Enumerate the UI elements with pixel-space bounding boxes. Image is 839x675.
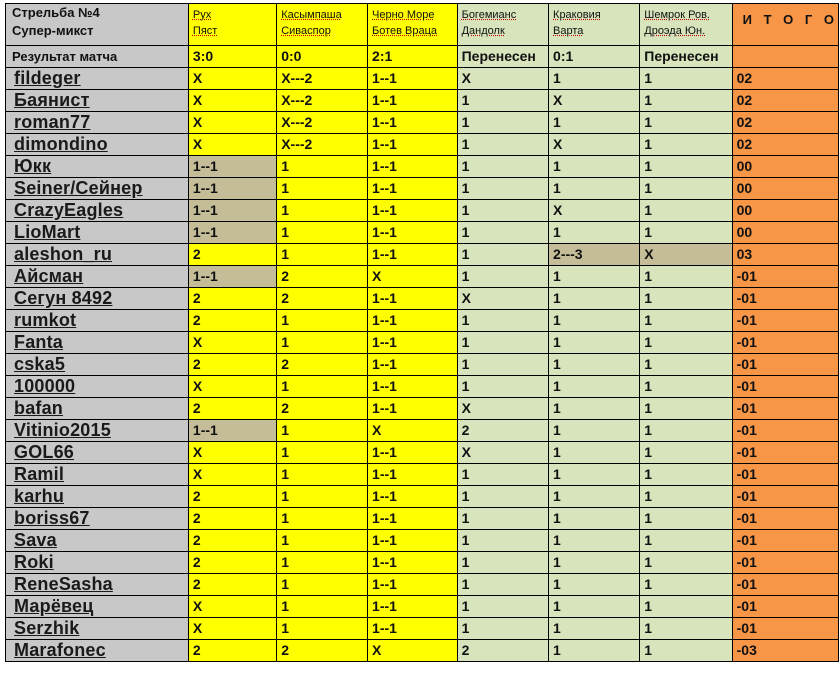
pick-cell[interactable]: 1--1: [368, 596, 458, 618]
match-away: Варта: [553, 25, 584, 37]
pick-cell[interactable]: X: [368, 266, 458, 288]
player-name[interactable]: fildeger: [6, 68, 189, 90]
total-cell[interactable]: 03: [732, 244, 838, 266]
pick-cell[interactable]: 2: [277, 266, 368, 288]
title-line-1: Стрельба №4: [12, 5, 100, 20]
pick-cell[interactable]: X: [368, 420, 458, 442]
pick-cell[interactable]: 1: [549, 464, 640, 486]
player-name[interactable]: ReneSasha: [6, 574, 189, 596]
table-row: [6, 618, 839, 640]
pick-cell[interactable]: 1: [640, 354, 732, 376]
pick-cell[interactable]: 1: [277, 332, 368, 354]
match-header-3[interactable]: [368, 4, 458, 46]
pick-cell[interactable]: 1--1: [368, 178, 458, 200]
pick-cell[interactable]: 2: [188, 508, 276, 530]
table-row: [6, 398, 839, 420]
result-label: Результат матча: [6, 46, 189, 68]
pick-cell[interactable]: 2: [188, 288, 276, 310]
pick-cell[interactable]: 1: [640, 530, 732, 552]
match-away: Ботев Враца: [372, 25, 438, 37]
pick-cell[interactable]: 1: [457, 574, 548, 596]
pick-cell[interactable]: 1: [640, 68, 732, 90]
pick-cell[interactable]: 1: [549, 442, 640, 464]
pick-cell[interactable]: 2: [188, 310, 276, 332]
pick-cell[interactable]: 1--1: [368, 200, 458, 222]
pick-cell[interactable]: 2: [188, 244, 276, 266]
pick-cell[interactable]: 1: [640, 376, 732, 398]
pick-cell[interactable]: 1: [549, 354, 640, 376]
results-table: [5, 3, 839, 662]
table-row: [6, 640, 839, 662]
pick-cell[interactable]: 1--1: [368, 508, 458, 530]
player-name[interactable]: rumkot: [6, 310, 189, 332]
pick-cell[interactable]: 1--1: [368, 376, 458, 398]
table-row: [6, 266, 839, 288]
pick-cell[interactable]: 2: [188, 530, 276, 552]
player-name[interactable]: Юкк: [6, 156, 189, 178]
player-name[interactable]: Roki: [6, 552, 189, 574]
pick-cell[interactable]: 2: [188, 486, 276, 508]
pick-cell[interactable]: 1: [457, 552, 548, 574]
pick-cell[interactable]: 1--1: [188, 178, 276, 200]
total-cell[interactable]: -01: [732, 464, 838, 486]
pick-cell[interactable]: 1: [457, 354, 548, 376]
pick-cell[interactable]: 1: [549, 552, 640, 574]
match-header-6[interactable]: [640, 4, 732, 46]
pick-cell[interactable]: 1: [277, 178, 368, 200]
player-name[interactable]: karhu: [6, 486, 189, 508]
pick-cell[interactable]: 1: [549, 420, 640, 442]
pick-cell[interactable]: 2---3: [549, 244, 640, 266]
pick-cell[interactable]: 1: [277, 464, 368, 486]
match-home: Богемианс: [461, 9, 517, 21]
pick-cell[interactable]: 1--1: [188, 222, 276, 244]
pick-cell[interactable]: 1--1: [368, 332, 458, 354]
pick-cell[interactable]: 1: [457, 508, 548, 530]
pick-cell[interactable]: 1--1: [188, 420, 276, 442]
pick-cell[interactable]: 2: [277, 398, 368, 420]
total-cell[interactable]: -01: [732, 354, 838, 376]
total-cell[interactable]: 00: [732, 222, 838, 244]
total-cell[interactable]: -01: [732, 332, 838, 354]
pick-cell[interactable]: 1: [640, 552, 732, 574]
pick-cell[interactable]: 1: [277, 574, 368, 596]
pick-cell[interactable]: 1: [549, 332, 640, 354]
pick-cell[interactable]: X: [188, 332, 276, 354]
pick-cell[interactable]: 1--1: [368, 398, 458, 420]
pick-cell[interactable]: 1: [549, 222, 640, 244]
pick-cell[interactable]: 1: [277, 530, 368, 552]
table-row: [6, 288, 839, 310]
pick-cell[interactable]: 1--1: [368, 618, 458, 640]
total-cell[interactable]: -01: [732, 376, 838, 398]
total-cell[interactable]: -01: [732, 288, 838, 310]
pick-cell[interactable]: 1: [549, 266, 640, 288]
pick-cell[interactable]: 1: [549, 288, 640, 310]
result-row: [6, 46, 839, 68]
total-cell[interactable]: -01: [732, 266, 838, 288]
pick-cell[interactable]: 1: [549, 596, 640, 618]
pick-cell[interactable]: 1: [457, 244, 548, 266]
pick-cell[interactable]: 1: [457, 486, 548, 508]
player-name[interactable]: CrazyEagles: [6, 200, 189, 222]
total-cell[interactable]: -01: [732, 596, 838, 618]
table-row: [6, 354, 839, 376]
pick-cell[interactable]: 1: [640, 178, 732, 200]
match-result-2[interactable]: 0:0: [277, 46, 368, 68]
pick-cell[interactable]: 2: [188, 552, 276, 574]
table-row: [6, 112, 839, 134]
title-line-2: Супер-микст: [12, 23, 94, 38]
pick-cell[interactable]: 1: [549, 68, 640, 90]
pick-cell[interactable]: 1: [640, 574, 732, 596]
pick-cell[interactable]: 1: [640, 310, 732, 332]
pick-cell[interactable]: X---2: [277, 90, 368, 112]
pick-cell[interactable]: 1: [277, 310, 368, 332]
pick-cell[interactable]: 1: [457, 266, 548, 288]
pick-cell[interactable]: 1: [457, 112, 548, 134]
pick-cell[interactable]: 1--1: [368, 486, 458, 508]
pick-cell[interactable]: X: [368, 640, 458, 662]
pick-cell[interactable]: 2: [277, 354, 368, 376]
table-row: [6, 442, 839, 464]
total-header: И Т О Г О: [732, 4, 838, 46]
match-away: Дандолк: [461, 25, 505, 37]
match-result-5[interactable]: 0:1: [549, 46, 640, 68]
total-cell[interactable]: -03: [732, 640, 838, 662]
match-away: Дроэда Юн.: [644, 25, 706, 37]
player-name[interactable]: cska5: [6, 354, 189, 376]
pick-cell[interactable]: 1--1: [188, 200, 276, 222]
pick-cell[interactable]: 1: [277, 376, 368, 398]
match-result-1[interactable]: 3:0: [188, 46, 276, 68]
pick-cell[interactable]: 1: [549, 574, 640, 596]
pick-cell[interactable]: 2: [277, 288, 368, 310]
pick-cell[interactable]: 1: [457, 376, 548, 398]
pick-cell[interactable]: 1: [277, 596, 368, 618]
match-header-2[interactable]: [277, 4, 368, 46]
pick-cell[interactable]: 1: [277, 222, 368, 244]
player-name[interactable]: Fanta: [6, 332, 189, 354]
pick-cell[interactable]: 1--1: [368, 222, 458, 244]
pick-cell[interactable]: X: [188, 464, 276, 486]
header-row: [6, 4, 839, 46]
pick-cell[interactable]: 2: [277, 640, 368, 662]
match-home: Касымпаша: [281, 9, 342, 21]
total-blank-cell[interactable]: [732, 46, 838, 68]
contest-title: [6, 4, 189, 46]
pick-cell[interactable]: 1--1: [368, 574, 458, 596]
pick-cell[interactable]: X: [549, 134, 640, 156]
pick-cell[interactable]: 1: [457, 222, 548, 244]
pick-cell[interactable]: X: [457, 398, 548, 420]
pick-cell[interactable]: 1--1: [368, 552, 458, 574]
pick-cell[interactable]: 1: [549, 156, 640, 178]
table-row: [6, 420, 839, 442]
match-home: Черно Море: [372, 9, 435, 21]
total-cell[interactable]: -01: [732, 310, 838, 332]
pick-cell[interactable]: X: [188, 134, 276, 156]
player-name[interactable]: 100000: [6, 376, 189, 398]
pick-cell[interactable]: 1: [277, 552, 368, 574]
pick-cell[interactable]: 1: [457, 530, 548, 552]
match-header-4[interactable]: [457, 4, 548, 46]
pick-cell[interactable]: 1--1: [368, 310, 458, 332]
pick-cell[interactable]: 1: [277, 618, 368, 640]
pick-cell[interactable]: 1--1: [368, 244, 458, 266]
pick-cell[interactable]: 1: [640, 222, 732, 244]
pick-cell[interactable]: 1: [640, 596, 732, 618]
pick-cell[interactable]: 1: [640, 332, 732, 354]
pick-cell[interactable]: 1: [277, 486, 368, 508]
match-result-6[interactable]: Перенесен: [640, 46, 732, 68]
pick-cell[interactable]: 1--1: [368, 90, 458, 112]
total-cell[interactable]: -01: [732, 574, 838, 596]
pick-cell[interactable]: X: [188, 596, 276, 618]
pick-cell[interactable]: X: [188, 90, 276, 112]
table-row: [6, 310, 839, 332]
match-result-3[interactable]: 2:1: [368, 46, 458, 68]
pick-cell[interactable]: 1: [640, 486, 732, 508]
pick-cell[interactable]: X: [188, 112, 276, 134]
player-name[interactable]: Сегун 8492: [6, 288, 189, 310]
pick-cell[interactable]: 1: [457, 156, 548, 178]
table-row: [6, 68, 839, 90]
table-row: [6, 156, 839, 178]
pick-cell[interactable]: X---2: [277, 68, 368, 90]
table-row: [6, 464, 839, 486]
total-cell[interactable]: -01: [732, 486, 838, 508]
total-cell[interactable]: 02: [732, 112, 838, 134]
match-home: Шемрок Ров.: [644, 9, 710, 21]
pick-cell[interactable]: 1--1: [368, 156, 458, 178]
pick-cell[interactable]: X---2: [277, 112, 368, 134]
table-row: [6, 90, 839, 112]
table-row: [6, 244, 839, 266]
match-header-1[interactable]: [188, 4, 276, 46]
pick-cell[interactable]: 2: [457, 640, 548, 662]
pick-cell[interactable]: X: [640, 244, 732, 266]
table-row: [6, 486, 839, 508]
table-row: [6, 222, 839, 244]
table-row: [6, 178, 839, 200]
total-cell[interactable]: -01: [732, 618, 838, 640]
pick-cell[interactable]: 1: [457, 90, 548, 112]
pick-cell[interactable]: 1: [640, 200, 732, 222]
table-row: [6, 200, 839, 222]
pick-cell[interactable]: 1: [640, 134, 732, 156]
pick-cell[interactable]: 1: [457, 618, 548, 640]
player-name[interactable]: Ramil: [6, 464, 189, 486]
total-cell[interactable]: -01: [732, 420, 838, 442]
pick-cell[interactable]: 1: [549, 178, 640, 200]
pick-cell[interactable]: 1--1: [368, 464, 458, 486]
pick-cell[interactable]: 1: [640, 420, 732, 442]
player-name[interactable]: Marafonec: [6, 640, 189, 662]
player-name[interactable]: bafan: [6, 398, 189, 420]
pick-cell[interactable]: X: [188, 442, 276, 464]
player-name[interactable]: Марёвец: [6, 596, 189, 618]
pick-cell[interactable]: 1: [277, 420, 368, 442]
pick-cell[interactable]: 1--1: [368, 354, 458, 376]
player-name[interactable]: Seiner/Сейнер: [6, 178, 189, 200]
pick-cell[interactable]: 1: [457, 332, 548, 354]
pick-cell[interactable]: 1: [640, 266, 732, 288]
total-cell[interactable]: 00: [732, 156, 838, 178]
match-header-5[interactable]: [549, 4, 640, 46]
pick-cell[interactable]: 1: [549, 640, 640, 662]
total-cell[interactable]: -01: [732, 508, 838, 530]
pick-cell[interactable]: 2: [188, 640, 276, 662]
pick-cell[interactable]: X: [457, 442, 548, 464]
pick-cell[interactable]: 1: [277, 442, 368, 464]
player-name[interactable]: roman77: [6, 112, 189, 134]
total-cell[interactable]: 02: [732, 134, 838, 156]
player-name[interactable]: Vitinio2015: [6, 420, 189, 442]
pick-cell[interactable]: 1--1: [368, 112, 458, 134]
table-row: [6, 574, 839, 596]
pick-cell[interactable]: 1: [549, 112, 640, 134]
pick-cell[interactable]: 1: [549, 376, 640, 398]
player-name[interactable]: Баянист: [6, 90, 189, 112]
pick-cell[interactable]: 2: [188, 354, 276, 376]
table-row: [6, 376, 839, 398]
total-cell[interactable]: 02: [732, 68, 838, 90]
player-name[interactable]: GOL66: [6, 442, 189, 464]
match-away: Сиваспор: [281, 25, 331, 37]
pick-cell[interactable]: X: [549, 90, 640, 112]
table-row: [6, 508, 839, 530]
pick-cell[interactable]: 1--1: [188, 266, 276, 288]
player-name[interactable]: Sava: [6, 530, 189, 552]
total-cell[interactable]: -01: [732, 442, 838, 464]
pick-cell[interactable]: 1: [549, 618, 640, 640]
player-name[interactable]: aleshon_ru: [6, 244, 189, 266]
table-row: [6, 134, 839, 156]
pick-cell[interactable]: X: [549, 200, 640, 222]
pick-cell[interactable]: 1: [640, 288, 732, 310]
pick-cell[interactable]: 1: [277, 200, 368, 222]
pick-cell[interactable]: 1--1: [188, 156, 276, 178]
pick-cell[interactable]: 1: [457, 200, 548, 222]
pick-cell[interactable]: 1: [549, 398, 640, 420]
pick-cell[interactable]: 1: [640, 618, 732, 640]
table-row: [6, 596, 839, 618]
total-cell[interactable]: -01: [732, 530, 838, 552]
pick-cell[interactable]: 1: [640, 112, 732, 134]
pick-cell[interactable]: X: [457, 288, 548, 310]
pick-cell[interactable]: 1--1: [368, 442, 458, 464]
pick-cell[interactable]: 1--1: [368, 288, 458, 310]
total-cell[interactable]: -01: [732, 552, 838, 574]
player-name[interactable]: boriss67: [6, 508, 189, 530]
pick-cell[interactable]: 1: [457, 596, 548, 618]
pick-cell[interactable]: X: [188, 68, 276, 90]
pick-cell[interactable]: 1: [457, 464, 548, 486]
pick-cell[interactable]: 2: [188, 574, 276, 596]
pick-cell[interactable]: 1: [457, 178, 548, 200]
table-row: [6, 530, 839, 552]
pick-cell[interactable]: 1: [549, 486, 640, 508]
match-away: Пяст: [192, 25, 218, 37]
pick-cell[interactable]: 1: [640, 90, 732, 112]
pick-cell[interactable]: 1--1: [368, 134, 458, 156]
pick-cell[interactable]: 1: [277, 156, 368, 178]
pick-cell[interactable]: 1: [457, 134, 548, 156]
pick-cell[interactable]: 1--1: [368, 530, 458, 552]
pick-cell[interactable]: 1: [640, 156, 732, 178]
total-cell[interactable]: 00: [732, 178, 838, 200]
pick-cell[interactable]: X: [188, 618, 276, 640]
pick-cell[interactable]: X: [188, 376, 276, 398]
player-name[interactable]: Айсман: [6, 266, 189, 288]
player-name[interactable]: dimondino: [6, 134, 189, 156]
match-home: Рух: [192, 9, 212, 21]
player-name[interactable]: LioMart: [6, 222, 189, 244]
pick-cell[interactable]: X: [457, 68, 548, 90]
pick-cell[interactable]: 1: [549, 530, 640, 552]
pick-cell[interactable]: 1: [549, 508, 640, 530]
pick-cell[interactable]: 1: [640, 464, 732, 486]
pick-cell[interactable]: 1: [277, 508, 368, 530]
table-row: [6, 552, 839, 574]
player-name[interactable]: Serzhik: [6, 618, 189, 640]
pick-cell[interactable]: 1: [549, 310, 640, 332]
pick-cell[interactable]: 1--1: [368, 68, 458, 90]
total-cell[interactable]: 00: [732, 200, 838, 222]
pick-cell[interactable]: 1: [457, 310, 548, 332]
pick-cell[interactable]: 1: [640, 398, 732, 420]
pick-cell[interactable]: 1: [640, 640, 732, 662]
pick-cell[interactable]: 2: [457, 420, 548, 442]
table-row: [6, 332, 839, 354]
pick-cell[interactable]: 2: [188, 398, 276, 420]
match-result-4[interactable]: Перенесен: [457, 46, 548, 68]
pick-cell[interactable]: 1: [277, 244, 368, 266]
match-home: Краковия: [553, 9, 601, 21]
total-cell[interactable]: -01: [732, 398, 838, 420]
pick-cell[interactable]: X---2: [277, 134, 368, 156]
total-cell[interactable]: 02: [732, 90, 838, 112]
pick-cell[interactable]: 1: [640, 508, 732, 530]
pick-cell[interactable]: 1: [640, 442, 732, 464]
